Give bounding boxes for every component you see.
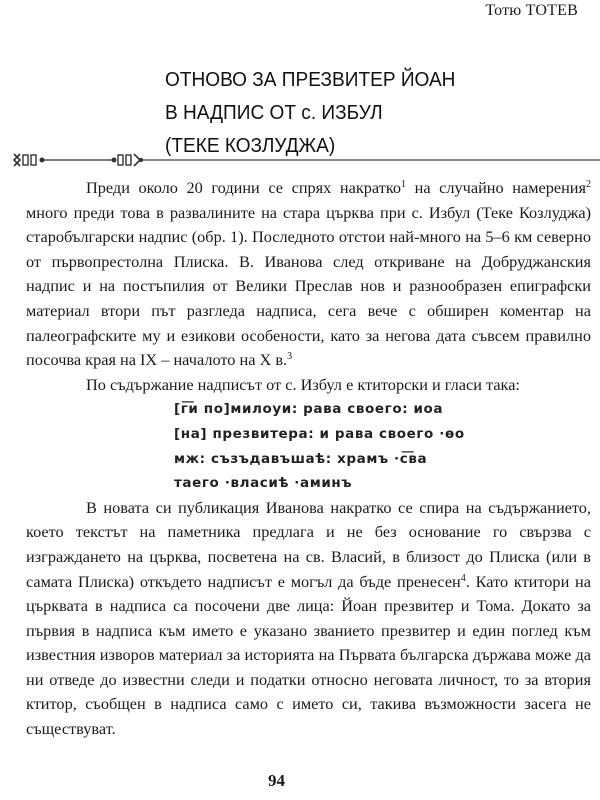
paragraph-1: Преди около 20 години се спрях накратко$^1$ на случайно намерения$^2$ много преди това в развалините на стара църква при с. Избул (Теке Козлуджа) старобългарски надпис (обр. 1). Последното отстои най-много на 5–6 км северно от първопрестолна Плиска. В. Иванова след откриване на Добруджанския надпис и на постъпилия от Велики Преслав нов и разнообразен епиграфски материал втори път разгледа надписа, сега вече с обширен коментар на палеографските му и езикови особености, като за негова дата съвсем правилно посочва края на IX – началото на X в.$^3$ [26, 178, 591, 370]
paragraph-2: По съдържание надписът от с. Избул е ктиторски и гласи така: [86, 374, 520, 394]
inscription-line-3: мж: съзъдавъшаѣ: храмъ ·с͞ва [174, 450, 428, 467]
inscription-quote [174, 397, 591, 495]
footnote-ref-4[interactable]: 4 [460, 572, 466, 584]
article-body [26, 176, 591, 742]
title-line-3: (ТЕКЕ КОЗЛУДЖА) [165, 134, 336, 157]
footnote-ref-3[interactable]: 3 [287, 351, 293, 363]
title-line-1: ОТНОВО ЗА ПРЕЗВИТЕР ЙОАН [165, 68, 456, 91]
ornamental-rule-icon [10, 147, 600, 173]
footnote-ref-1[interactable]: 1 [401, 179, 407, 190]
title-line-2: В НАДПИС ОТ с. ИЗБУЛ [165, 101, 383, 124]
inscription-line-4: таего ·власиѣ ·аминъ [174, 475, 353, 492]
inscription-line-2: [на] презвитера: и рава своего ·ѳо [174, 425, 465, 442]
footnote-ref-2[interactable]: 2 [586, 179, 591, 190]
inscription-line-1: [г͞и по]милоуи: рава своего: иоа [174, 401, 444, 418]
page-number: 94 [268, 771, 285, 790]
running-head-author: Тотю ТОТЕВ [485, 2, 578, 19]
paragraph-3: В новата си публикация Иванова накратко се спира на съдържанието, което текстът на паметника предлага и не без основание го свързва с изграждането на църква, посветена на св. Власий, в близост до Плиска (или в самата Плиска) откъдето надписът е могъл да бъде пренесен$^4$. Като ктитори на църквата в надписа са посочени две лица: Йоан презвитер и Тома. Докато за първия в надписа към името е указано званието презвитер и един поглед към известния изворов материал за историята на Първата българска държава може да ни отведе до известни следи и податки относно неговата личност, то за втория ктитор, съобщен в надписа само с името си, такива възможности засега не съществуват. [26, 497, 591, 739]
